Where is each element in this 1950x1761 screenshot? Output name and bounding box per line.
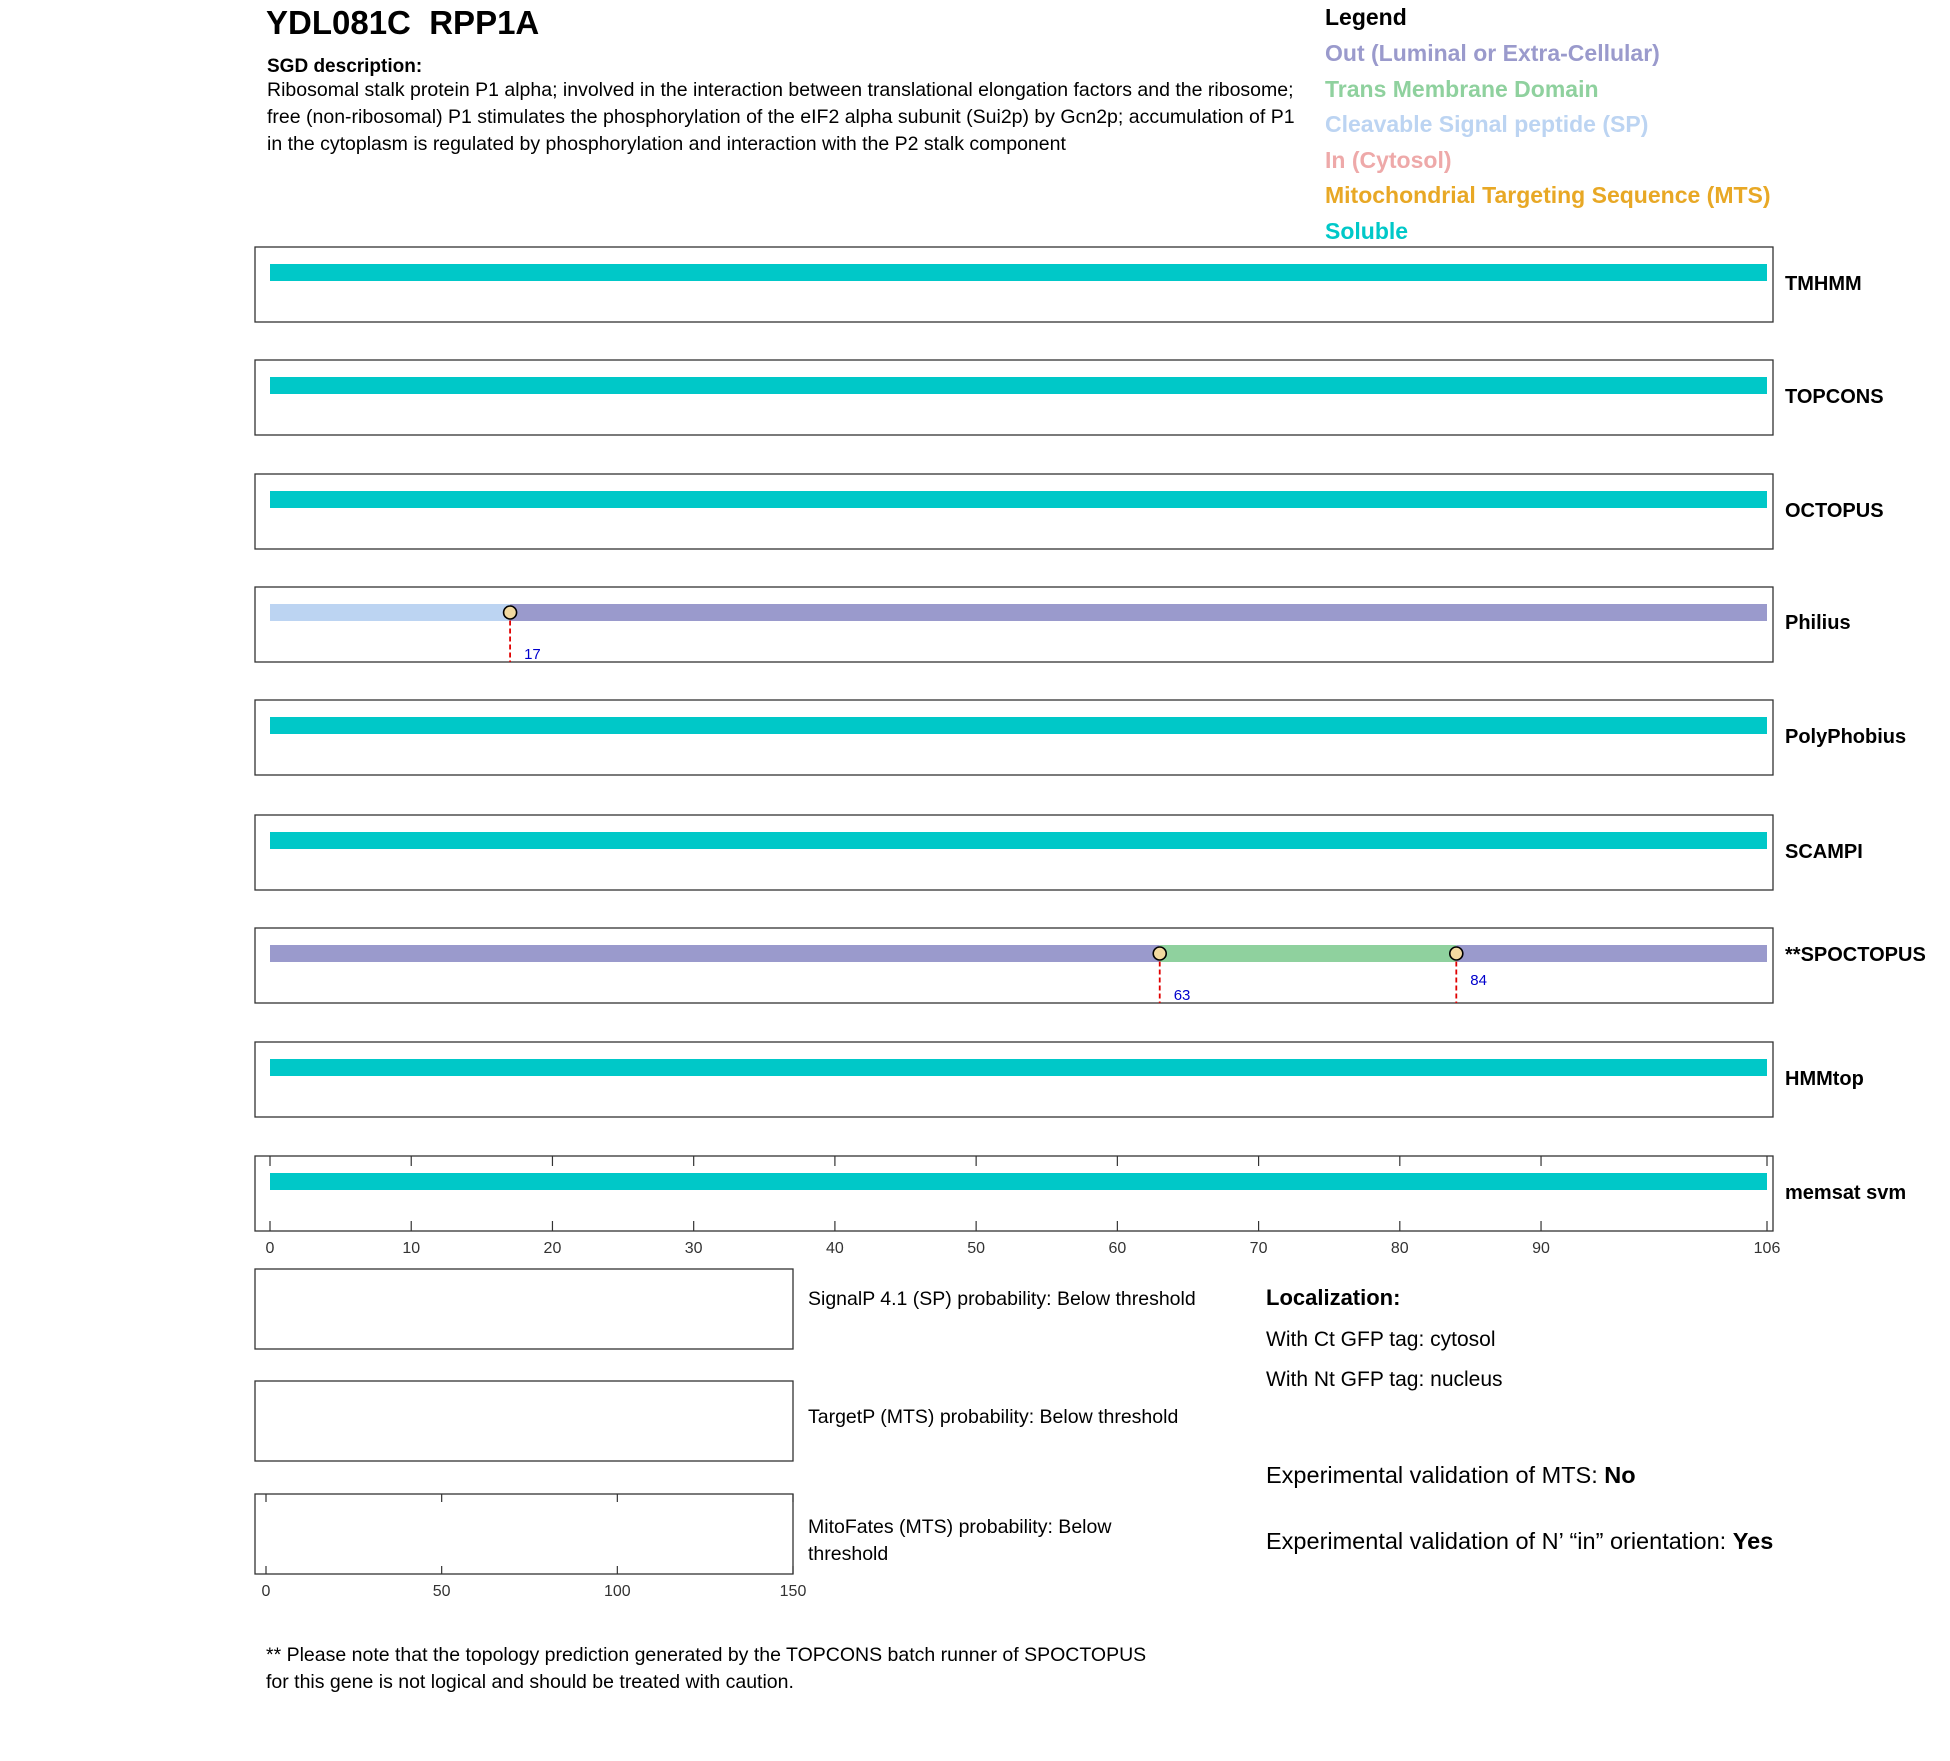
targetp-probability-text: TargetP (MTS) probability: Below threshold xyxy=(808,1406,1179,1428)
axis-tick-label-2: 20 xyxy=(543,1240,562,1257)
segment-topcons-0 xyxy=(270,377,1767,394)
track-box-octopus xyxy=(255,474,1773,549)
segment-spoctopus-2 xyxy=(1456,945,1767,962)
segment-tmhmm-0 xyxy=(270,264,1767,281)
localization-ct-gfp: With Ct GFP tag: cytosol xyxy=(1266,1328,1496,1351)
prob-axis-tick-label-0: 0 xyxy=(261,1583,271,1600)
localization-title: Localization: xyxy=(1266,1285,1401,1310)
legend-item-signal: Cleavable Signal peptide (SP) xyxy=(1325,111,1649,137)
segment-spoctopus-1 xyxy=(1160,945,1457,962)
segment-scampi-0 xyxy=(270,832,1767,849)
prob-axis-tick-label-3: 150 xyxy=(779,1583,807,1600)
marker-label-spoctopus-0: 63 xyxy=(1173,987,1191,1004)
axis-tick-label-9: 90 xyxy=(1532,1240,1550,1257)
axis-tick-label-10: 106 xyxy=(1753,1240,1781,1257)
signalp-probability-text: SignalP 4.1 (SP) probability: Below threshold xyxy=(808,1288,1196,1310)
axis-tick-label-5: 50 xyxy=(967,1240,986,1257)
axis-tick-label-6: 60 xyxy=(1108,1240,1127,1257)
legend-title: Legend xyxy=(1325,4,1407,30)
axis-tick-label-4: 40 xyxy=(826,1240,844,1257)
legend-item-mts: Mitochondrial Targeting Sequence (MTS) xyxy=(1325,182,1771,208)
validation-n-in-value: Yes xyxy=(1732,1528,1774,1554)
validation-n-in-label: Experimental validation of N’ “in” orientation: xyxy=(1266,1528,1733,1554)
segment-octopus-0 xyxy=(270,491,1767,508)
legend-item-out: Out (Luminal or Extra-Cellular) xyxy=(1325,40,1660,66)
gene-title: YDL081C RPP1A xyxy=(266,4,540,41)
axis-tick-label-0: 0 xyxy=(265,1240,275,1257)
axis-tick-label-1: 10 xyxy=(402,1240,421,1257)
validation-mts-label: Experimental validation of MTS: xyxy=(1266,1462,1605,1488)
probability-box-mitofates xyxy=(255,1494,793,1574)
track-label-octopus: OCTOPUS xyxy=(1785,500,1884,522)
sgd-description-text: Ribosomal stalk protein P1 alpha; involved in the interaction between translational elongation factors and the ribosome; free (non-ribosomal) P1 stimulates the phosphorylation of the eIF2 alpha subunit (Sui2p) by Gcn2p; accumulation of P1 in the cytoplasm is regulated by phosphorylation and interaction with the P2 stalk component xyxy=(267,79,1295,155)
track-box-memsat-svm xyxy=(255,1156,1773,1231)
segment-memsat-svm-0 xyxy=(270,1173,1767,1190)
track-label-topcons: TOPCONS xyxy=(1785,386,1884,408)
track-box-philius xyxy=(255,587,1773,662)
probability-box-targetp xyxy=(255,1381,793,1461)
track-box-hmmtop xyxy=(255,1042,1773,1117)
segment-philius-1 xyxy=(510,604,1767,621)
track-label-tmhmm: TMHMM xyxy=(1785,273,1862,295)
marker-label-philius-0: 17 xyxy=(524,646,541,663)
track-label-scampi: SCAMPI xyxy=(1785,841,1863,863)
track-label-philius: Philius xyxy=(1785,612,1851,634)
track-box-polyphobius xyxy=(255,700,1773,775)
axis-tick-label-8: 80 xyxy=(1390,1240,1409,1257)
localization-nt-gfp: With Nt GFP tag: nucleus xyxy=(1266,1368,1503,1391)
marker-dot-spoctopus-1 xyxy=(1450,947,1463,960)
validation-n-in xyxy=(1266,1528,1773,1555)
validation-mts xyxy=(1266,1462,1636,1489)
track-label-spoctopus: **SPOCTOPUS xyxy=(1785,944,1926,966)
segment-hmmtop-0 xyxy=(270,1059,1767,1076)
legend-item-soluble: Soluble xyxy=(1325,217,1409,244)
track-label-memsat-svm: memsat svm xyxy=(1785,1182,1907,1204)
legend-item-in: In (Cytosol) xyxy=(1325,146,1452,173)
probability-box-signalp xyxy=(255,1269,793,1349)
track-label-polyphobius: PolyPhobius xyxy=(1785,726,1907,748)
marker-dot-philius-0 xyxy=(504,606,517,619)
track-box-topcons xyxy=(255,360,1773,435)
prob-axis-tick-label-2: 100 xyxy=(603,1583,631,1600)
axis-tick-label-7: 70 xyxy=(1249,1240,1268,1257)
legend-item-tm: Trans Membrane Domain xyxy=(1325,75,1599,102)
marker-dot-spoctopus-0 xyxy=(1153,947,1166,960)
mitofates-probability-text: MitoFates (MTS) probability: Below threshold xyxy=(808,1516,1112,1565)
track-box-tmhmm xyxy=(255,247,1773,322)
track-box-scampi xyxy=(255,815,1773,890)
segment-spoctopus-0 xyxy=(270,945,1160,962)
track-box-spoctopus xyxy=(255,928,1773,1003)
track-label-hmmtop: HMMtop xyxy=(1785,1068,1864,1090)
axis-tick-label-3: 30 xyxy=(684,1240,703,1257)
segment-polyphobius-0 xyxy=(270,717,1767,734)
validation-mts-value: No xyxy=(1604,1462,1636,1488)
segment-philius-0 xyxy=(270,604,510,621)
marker-label-spoctopus-1: 84 xyxy=(1470,972,1487,989)
spoctopus-note: ** Please note that the topology prediction generated by the TOPCONS batch runner of SPOCTOPUS for this gene is not logical and should be treated with caution. xyxy=(266,1644,1147,1693)
prob-axis-tick-label-1: 50 xyxy=(432,1583,451,1600)
sgd-description-label: SGD description: xyxy=(267,56,423,77)
